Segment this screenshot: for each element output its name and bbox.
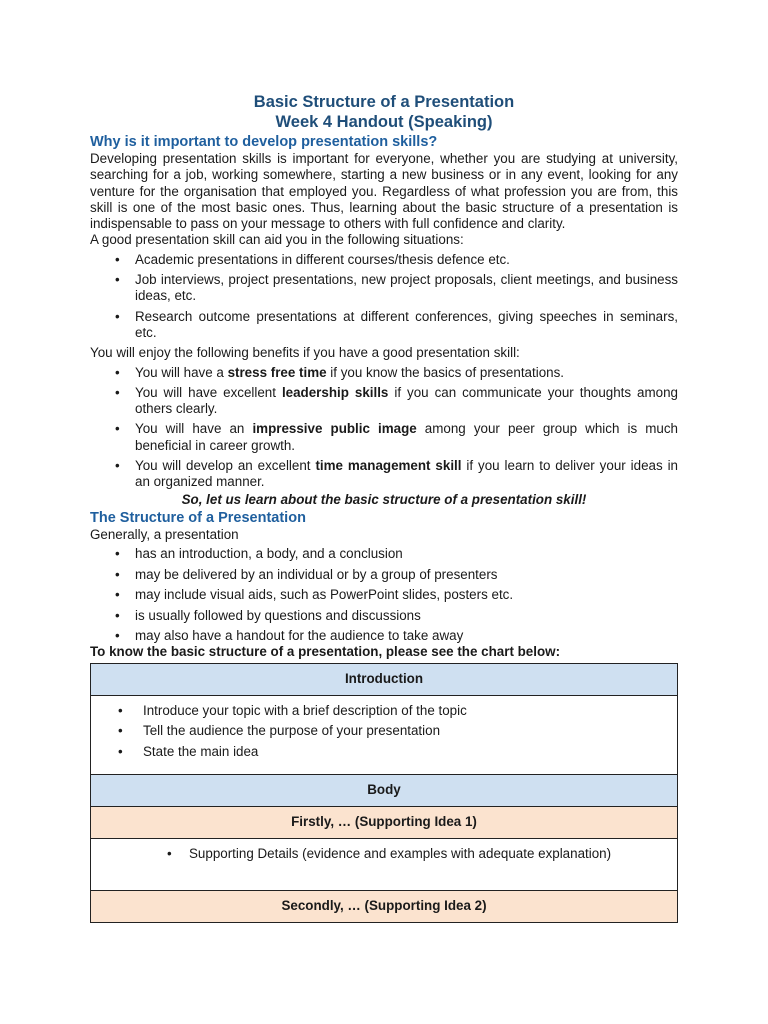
bullet-icon: • bbox=[115, 546, 120, 562]
list-item: • Supporting Details (evidence and examples with adequate explanation) bbox=[91, 844, 677, 865]
bullet-icon: • bbox=[115, 272, 120, 288]
bullet-icon: • bbox=[167, 845, 172, 861]
list-item: • Academic presentations in different courses/thesis defence etc. bbox=[115, 251, 510, 267]
benefits-list bbox=[90, 365, 678, 491]
list-item: • may include visual aids, such as PowerPoint slides, posters etc. bbox=[115, 587, 514, 603]
structure-heading: The Structure of a Presentation bbox=[90, 509, 306, 526]
bullet-icon: • bbox=[115, 251, 120, 267]
body-header: Body bbox=[91, 774, 678, 806]
structure-intro: Generally, a presentation bbox=[90, 526, 239, 542]
firstly-cell bbox=[91, 838, 678, 890]
introduction-cell bbox=[91, 695, 678, 774]
bullet-icon: • bbox=[115, 421, 120, 437]
list-item: • may also have a handout for the audience to take away bbox=[115, 628, 464, 644]
bullet-icon: • bbox=[118, 743, 123, 759]
bullet-icon: • bbox=[115, 384, 120, 400]
list-item: • Job interviews, project presentations, new project proposals, client meetings, and business ideas, etc. bbox=[115, 272, 678, 304]
structure-chart bbox=[90, 663, 678, 923]
list-item: • has an introduction, a body, and a conclusion bbox=[115, 546, 403, 562]
list-item: • Tell the audience the purpose of your presentation bbox=[91, 721, 677, 742]
benefits-intro: You will enjoy the following benefits if you have a good presentation skill: bbox=[90, 345, 520, 361]
title-line-1: Basic Structure of a Presentation bbox=[253, 93, 515, 111]
bullet-icon: • bbox=[115, 364, 120, 380]
secondly-header: Secondly, … (Supporting Idea 2) bbox=[91, 890, 678, 922]
list-item: • You will have excellent leadership skills if you can communicate your thoughts among others clearly. bbox=[115, 384, 678, 417]
list-item: • You will have an impressive public image among your peer group which is much beneficial in career growth. bbox=[115, 421, 678, 453]
title-line-2: Week 4 Handout (Speaking) bbox=[275, 113, 493, 131]
why-paragraph: Developing presentation skills is important for everyone, whether you are studying at university, searching for a job, working somewhere, starting a new business or in any event, looking for any venture for the organisation that employed you. Regardless of what profession you are from, this skill is one of the most basic ones. Thus, learning about the basic structure of a presentation is indispensable to pass on your message to others with full confidence and clarity. bbox=[90, 151, 678, 232]
introduction-header: Introduction bbox=[91, 663, 678, 695]
bullet-icon: • bbox=[115, 566, 120, 582]
chart-intro: To know the basic structure of a presentation, please see the chart below: bbox=[90, 644, 561, 660]
closing-line: So, let us learn about the basic structure of a presentation skill! bbox=[181, 491, 587, 507]
list-item: • Research outcome presentations at different conferences, giving speeches in seminars, etc. bbox=[115, 308, 678, 340]
list-item: • Introduce your topic with a brief description of the topic bbox=[91, 701, 677, 722]
bullet-icon: • bbox=[115, 628, 120, 644]
bullet-icon: • bbox=[118, 702, 123, 718]
bullet-icon: • bbox=[118, 723, 123, 739]
handout-page bbox=[90, 92, 678, 923]
structure-list bbox=[90, 546, 678, 644]
list-item: • You will develop an excellent time management skill if you learn to deliver your ideas in an organized manner. bbox=[115, 458, 678, 490]
situations-list bbox=[90, 252, 678, 341]
list-item: • may be delivered by an individual or by a group of presenters bbox=[115, 566, 498, 582]
bullet-icon: • bbox=[115, 458, 120, 474]
situations-intro: A good presentation skill can aid you in the following situations: bbox=[90, 232, 464, 248]
bullet-icon: • bbox=[115, 587, 120, 603]
list-item: • State the main idea bbox=[91, 742, 677, 763]
firstly-header: Firstly, … (Supporting Idea 1) bbox=[91, 806, 678, 838]
bullet-icon: • bbox=[115, 607, 120, 623]
bullet-icon: • bbox=[115, 308, 120, 324]
why-heading: Why is it important to develop presentation skills? bbox=[90, 134, 438, 150]
list-item: • You will have a stress free time if you know the basics of presentations. bbox=[115, 364, 565, 380]
list-item: • is usually followed by questions and discussions bbox=[115, 607, 421, 623]
